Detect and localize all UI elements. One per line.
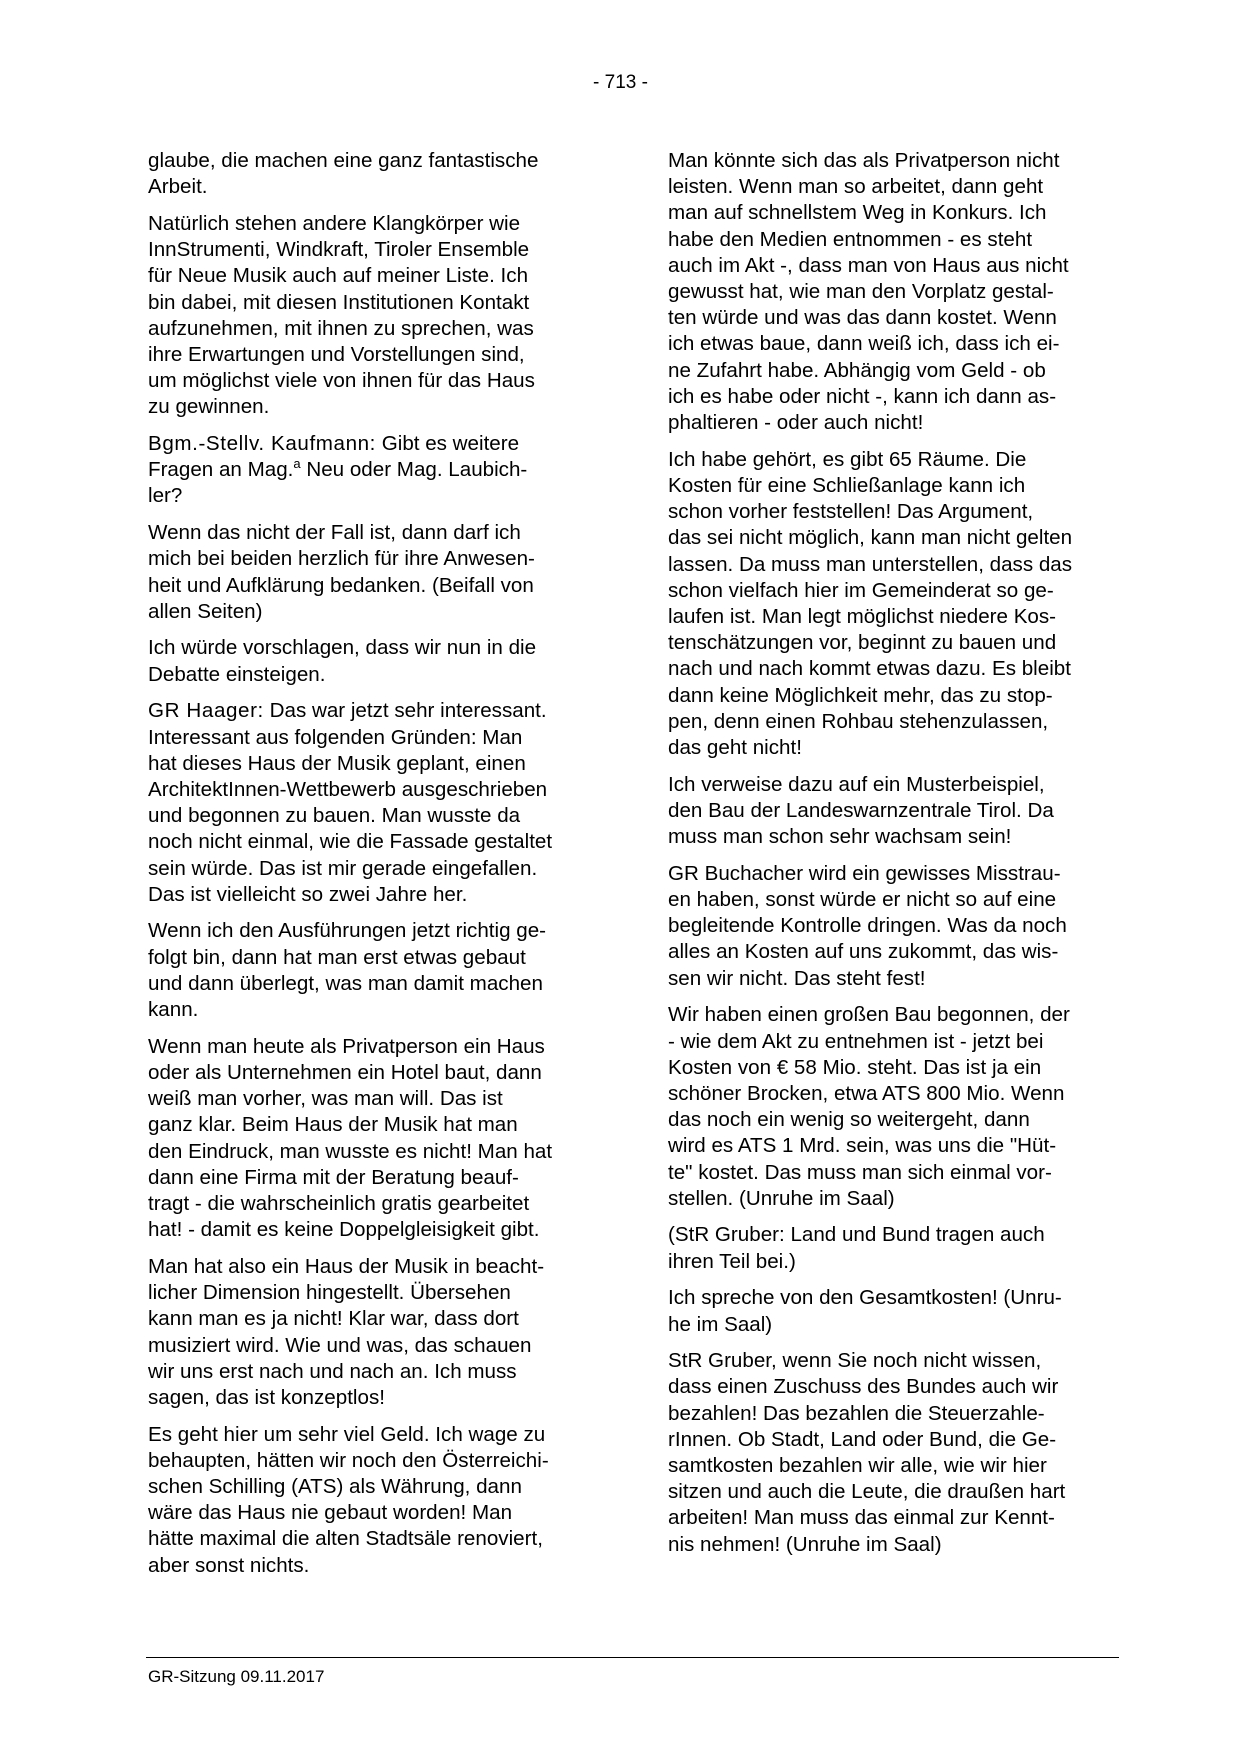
paragraph: Man hat also ein Haus der Musik in beacht- licher Dimension hingestellt. Übersehen kann man es ja nicht! Klar war, dass dort musiziert wird. Wie und was, das schauen wir uns erst nach und nach an. Ich muss sagen, das ist konzeptlos! — [148, 1254, 545, 1409]
paragraph-speech — [148, 431, 608, 510]
paragraph: Ich habe gehört, es gibt 65 Räume. Die Kosten für eine Schließanlage kann ich schon vorher feststellen! Das Argument, das sei nicht möglich, kann man nicht gelten lassen. Da muss man unterstellen, dass das schon vielfach hier im Gemeinderat so ge- laufen ist. Man legt möglichst niedere Kos- tenschätzungen vor, beginnt zu bauen und nach und nach kommt etwas dazu. Es bleibt dann keine Möglichkeit mehr, das zu stop- pen, denn einen Rohbau stehenzulassen, das geht nicht! — [668, 447, 1073, 759]
speaker-name: GR Haager: — [148, 699, 264, 723]
paragraph: Wir haben einen großen Bau begonnen, der - wie dem Akt zu entnehmen ist - jetzt bei Kosten von € 58 Mio. steht. Das ist ja ein schöner Brocken, etwa ATS 800 Mio. Wenn das noch ein wenig so weitergeht, dann wird es ATS 1 Mrd. sein, was uns die "Hüt- te" kostet. Das muss man sich einmal vor- stellen. (Unruhe im Saal) — [668, 1003, 1070, 1210]
speech-text: Gibt es weitere Fragen an Mag. — [148, 432, 520, 482]
paragraph: Ich spreche von den Gesamtkosten! (Unru- he im Saal) — [668, 1286, 1062, 1336]
paragraph: Natürlich stehen andere Klangkörper wie InnStrumenti, Windkraft, Tiroler Ensemble für Neue Musik auch auf meiner Liste. Ich bin dabei, mit diesen Institutionen Kontakt aufzunehmen, mit ihnen zu sprechen, was ihre Erwartungen und Vorstellungen sind, um möglichst viele von ihnen für das Haus zu gewinnen. — [148, 211, 535, 419]
right-column — [668, 148, 1128, 1568]
paragraph: Man könnte sich das als Privatperson nicht leisten. Wenn man so arbeitet, dann geht man auf schnellstem Weg in Konkurs. Ich habe den Medien entnommen - es steht auch im Akt -, dass man von Haus aus nicht gewusst hat, wie man den Vorplatz gestal- ten würde und was das dann kostet. Wenn ich etwas baue, dann weiß ich, dass ich ei- ne Zufahrt habe. Abhängig vom Geld - ob ich es habe oder nicht -, kann ich dann as- phaltieren - oder auch nicht! — [668, 149, 1069, 435]
page-number: - 713 - — [593, 72, 648, 93]
paragraph: GR Buchacher wird ein gewisses Misstrau- en haben, sonst würde er nicht so auf eine begleitende Kontrolle dringen. Was da noch alles an Kosten auf uns zukommt, das wis- sen wir nicht. Das steht fest! — [668, 861, 1067, 990]
paragraph: Wenn man heute als Privatperson ein Haus oder als Unternehmen ein Hotel baut, dann weiß man vorher, was man will. Das ist ganz klar. Beim Haus der Musik hat man den Eindruck, man wusste es nicht! Man hat dann eine Firma mit der Beratung beauf- tragt - die wahrscheinlich gratis gearbeitet hat! - damit es keine Doppelgleisigkeit gibt. — [148, 1034, 553, 1242]
paragraph: glaube, die machen eine ganz fantastische Arbeit. — [148, 149, 539, 199]
paragraph: Ich würde vorschlagen, dass wir nun in die Debatte einsteigen. — [148, 636, 537, 686]
left-column — [148, 148, 608, 1589]
speaker-name: Bgm.-Stellv. Kaufmann: — [148, 432, 376, 456]
paragraph-speech — [148, 698, 608, 908]
paragraph: Ich verweise dazu auf ein Musterbeispiel, den Bau der Landeswarnzentrale Tirol. Da muss man schon sehr wachsam sein! — [668, 772, 1054, 849]
footer-divider — [146, 1657, 1119, 1658]
speech-text: Neu oder Mag. Laubich- ler? — [148, 458, 528, 508]
footer-text: GR-Sitzung 09.11.2017 — [148, 1667, 325, 1686]
paragraph: StR Gruber, wenn Sie noch nicht wissen, dass einen Zuschuss des Bundes auch wir bezahlen! Das bezahlen die Steuerzahle- rInnen. Ob Stadt, Land oder Bund, die Ge- samtkosten bezahlen wir alle, wie wir hier sitzen und auch die Leute, die draußen hart arbeiten! Man muss das einmal zur Kennt- nis nehmen! (Unruhe im Saal) — [668, 1349, 1066, 1556]
speech-text: Das war jetzt sehr interessant. Interessant aus folgenden Gründen: Man hat dieses Haus der Musik geplant, einen ArchitektInnen-Wettbewerb ausgeschrieben und begonnen zu bauen. Man wusste da noch nicht einmal, wie die Fassade gestaltet sein würde. Das ist mir gerade eingefallen. Das ist vielleicht so zwei Jahre her. — [148, 699, 553, 906]
superscript: a — [293, 456, 301, 472]
paragraph: Wenn ich den Ausführungen jetzt richtig ge- folgt bin, dann hat man erst etwas gebaut und dann überlegt, was man damit machen kann. — [148, 919, 547, 1022]
paragraph: (StR Gruber: Land und Bund tragen auch ihren Teil bei.) — [668, 1223, 1045, 1273]
paragraph: Wenn das nicht der Fall ist, dann darf ich mich bei beiden herzlich für ihre Anwesen- heit und Aufklärung bedanken. (Beifall von allen Seiten) — [148, 521, 535, 623]
paragraph: Es geht hier um sehr viel Geld. Ich wage zu behaupten, hätten wir noch den Österreichi- schen Schilling (ATS) als Währung, dann wäre das Haus nie gebaut worden! Man hätte maximal die alten Stadtsäle renoviert, aber sonst nichts. — [148, 1422, 549, 1577]
